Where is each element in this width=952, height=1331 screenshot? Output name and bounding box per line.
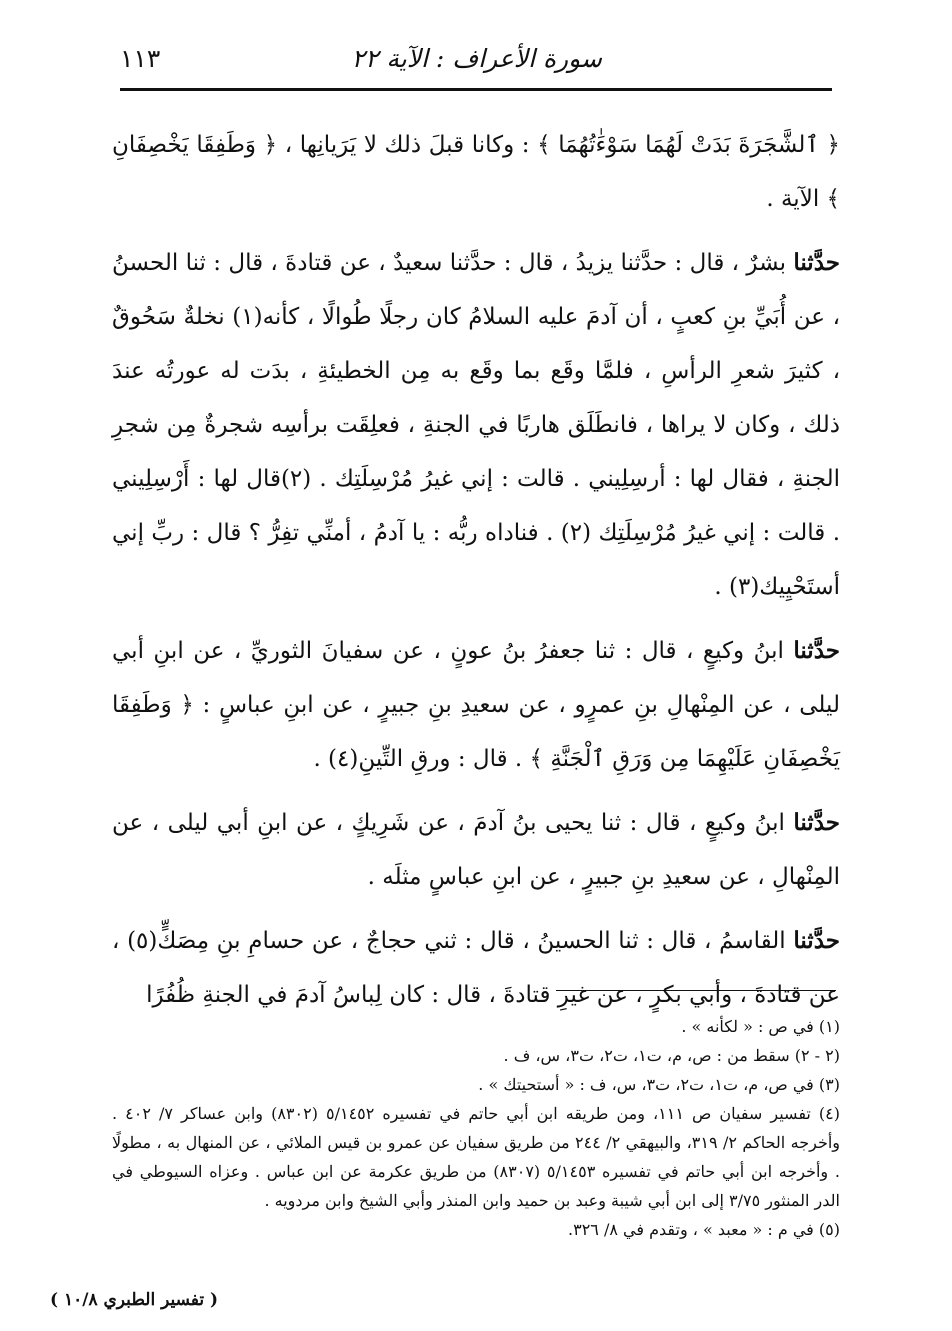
paragraph-lead: حدَّثنا xyxy=(793,927,840,954)
footnote: (٢ - ٢) سقط من : ص، م، ت١، ت٢، ت٣، س، ف . xyxy=(503,1046,840,1065)
paragraph xyxy=(112,118,840,226)
paragraph-lead: حدَّثنا xyxy=(793,637,840,664)
footnotes xyxy=(112,1012,840,1244)
main-text xyxy=(112,118,840,1032)
paragraph xyxy=(112,914,840,1022)
paragraph-text: ابنُ وكيعٍ ، قال : ثنا جعفرُ بنُ عونٍ ، عن سفيانَ الثوريِّ ، عن ابنِ أبي ليلى ، عن المِنْهالِ بنِ عمرٍو ، عن سعيدِ بنِ جبيرٍ ، عن ابنِ عباسٍ : ﴿ وَطَفِقَا يَخْصِفَانِ عَلَيْهِمَا مِن وَرَقِ ٱلْجَنَّةِ ﴾ . قال : ورقِ التِّينِ(٤) . xyxy=(112,638,840,772)
paragraph xyxy=(112,624,840,786)
book-signature: ( تفسير الطبري ١٠/٨ ) xyxy=(50,1290,219,1310)
page-number: ١١٣ xyxy=(120,44,161,73)
paragraph-lead: حدَّثنا xyxy=(793,249,840,276)
surah-title: سورة الأعراف : الآية ٢٢ xyxy=(351,44,602,73)
footnote-divider xyxy=(556,990,836,991)
footnote: (٤) تفسير سفيان ص ١١١، ومن طريقه ابن أبي حاتم في تفسيره ٥/١٤٥٢ (٨٣٠٢) وابن عساكر ٧/ ٤٠٢ . وأخرجه الحاكم ٢/ ٣١٩، والبيهقي ٢/ ٢٤٤ من طريق سفيان عن عمرو بن قيس الملائي ، عن المنهال به ، مطولًا . وأخرجه ابن أبي حاتم في تفسيره ٥/١٤٥٣ (٨٣٠٧) من طريق عكرمة عن ابن عباس . وعزاه السيوطي في الدر المنثور ٣/٧٥ إلى ابن أبي شيبة وعبد بن حميد وابن المنذر وأبي الشيخ وابن مردويه . xyxy=(112,1104,841,1210)
paragraph-text: ﴿ ٱلشَّجَرَةَ بَدَتْ لَهُمَا سَوْءَٰتُهُمَا ﴾ : وكانا قبلَ ذلك لا يَرَيانِها ، ﴿ وَطَفِقَا يَخْصِفَانِ ﴾ الآية . xyxy=(112,132,840,212)
paragraph-lead: حدَّثنا xyxy=(793,809,840,836)
paragraph-text: بشرٌ ، قال : حدَّثنا يزيدُ ، قال : حدَّثنا سعيدٌ ، عن قتادةَ ، قال : ثنا الحسنُ ، عن أُبَيِّ بنِ كعبٍ ، أن آدمَ عليه السلامُ كان رجلًا طُوالًا ، كأنه(١) نخلةٌ سَحُوقٌ ، كثيرَ شعرِ الرأسِ ، فلمَّا وقَع بما وقَع به مِن الخطيئةِ ، بدَت له عورتُه عندَ ذلك ، وكان لا يراها ، فانطَلَق هاربًا في الجنةِ ، فعلِقَت برأسِه شجرةٌ مِن شجرِ الجنةِ ، فقال لها : أرسِلِيني . قالت : إني غيرُ مُرْسِلَتِك . (٢)قال لها : أَرْسِلِيني . قالت : إني غيرُ مُرْسِلَتِك (٢) . فناداه ربُّه : يا آدمُ ، أمنِّي تفِرُّ ؟ قال : ربِّ إني أستَحْيِيك(٣) . xyxy=(112,250,840,600)
footnote: (٣) في ص، م، ت١، ت٢، ت٣، س، ف : « أستحيتك » . xyxy=(478,1075,840,1094)
footnote: (١) في ص : « لكأنه » . xyxy=(681,1017,840,1036)
paragraph-text: ابنُ وكيعٍ ، قال : ثنا يحيى بنُ آدمَ ، عن شَرِيكٍ ، عن ابنِ أبي ليلى ، عن المِنْهالِ ، عن سعيدِ بنِ جبيرٍ ، عن ابنِ عباسٍ مثلَه . xyxy=(112,810,840,890)
paragraph-text: القاسمُ ، قال : ثنا الحسينُ ، قال : ثني حجاجٌ ، عن حسامِ بنِ مِصَكٍّ(٥) ، عن قتادةَ ، وأبي بكرٍ ، عن غيرِ قتادةَ ، قال : كان لِباسُ آدمَ في الجنةِ ظُفُرًا xyxy=(112,928,840,1008)
running-header xyxy=(120,38,832,86)
header-divider xyxy=(120,88,832,91)
paragraph xyxy=(112,236,840,614)
paragraph xyxy=(112,796,840,904)
footnote: (٥) في م : « معبد » ، وتقدم في ٨/ ٣٢٦. xyxy=(568,1220,840,1239)
